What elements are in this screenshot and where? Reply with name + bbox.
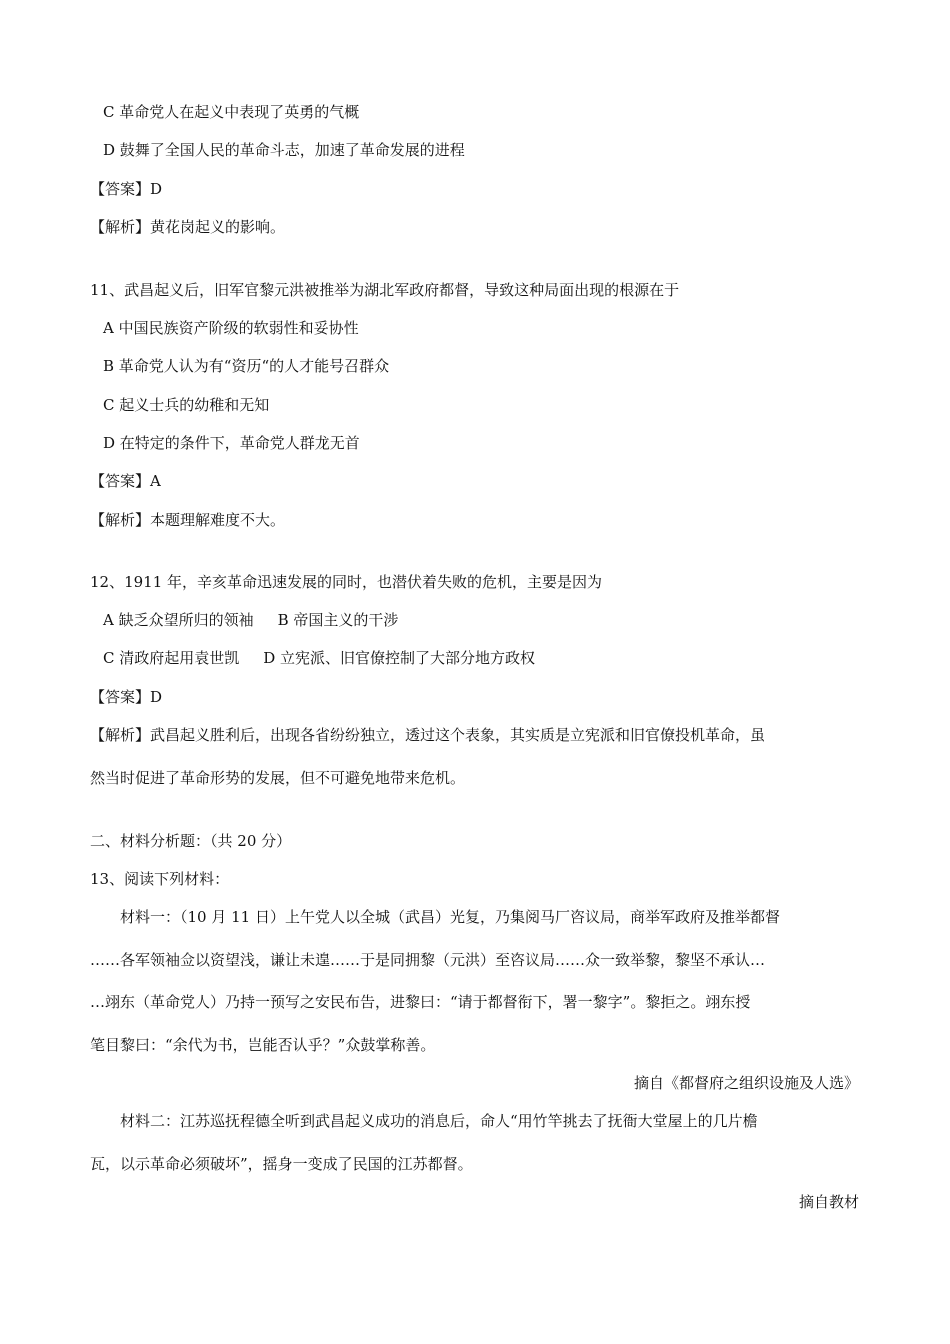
q11-option-d: D 在特定的条件下，革命党人群龙无首 [103, 434, 360, 452]
q12-options-ab [103, 610, 398, 630]
q10-answer: 【答案】D [90, 180, 163, 198]
q13-material1-line4: 笔目黎曰：“余代为书，岂能否认乎？”众鼓掌称善。 [90, 1036, 436, 1054]
q13-material2-source: 摘自教材 [798, 1193, 859, 1211]
q11-option-c: C 起义士兵的幼稚和无知 [103, 396, 270, 414]
q13-material2-line1: 材料二：江苏巡抚程德全听到武昌起义成功的消息后，命人“用竹竿挑去了抚衙大堂屋上的几片檐 [120, 1112, 758, 1130]
q13-question: 13、阅读下列材料： [90, 870, 230, 888]
q13-material2-line2: 瓦，以示革命必须破坏”，摇身一变成了民国的江苏都督。 [90, 1155, 473, 1173]
q10-analysis: 【解析】黄花岗起义的影响。 [90, 218, 286, 236]
q12-option-a: A 缺乏众望所归的领袖 [103, 611, 254, 629]
q12-analysis-line1: 【解析】武昌起义胜利后，出现各省纷纷独立，透过这个表象，其实质是立宪派和旧官僚投机革命，虽 [90, 726, 766, 744]
q12-question: 12、1911 年，辛亥革命迅速发展的同时，也潜伏着失败的危机，主要是因为 [90, 573, 603, 591]
q12-option-c: C 清政府起用袁世凯 [103, 649, 240, 667]
q12-option-d: D 立宪派、旧官僚控制了大部分地方政权 [263, 649, 536, 667]
q13-material1-line2: ……各军领袖佥以资望浅，谦让未遑……于是同拥黎（元洪）至咨议局……众一致举黎，黎坚不承认… [90, 951, 766, 969]
q11-option-a: A 中国民族资产阶级的软弱性和妥协性 [103, 319, 359, 337]
q13-material1-line3: …翊东（革命党人）乃持一预写之安民布告，进黎曰：“请于都督衔下，署一黎字”。黎拒之。翊东授 [90, 993, 751, 1011]
q12-analysis-line2: 然当时促进了革命形势的发展，但不可避免地带来危机。 [90, 769, 466, 787]
q10-option-c: C 革命党人在起义中表现了英勇的气概 [103, 103, 360, 121]
q11-analysis: 【解析】本题理解难度不大。 [90, 511, 286, 529]
q12-answer: 【答案】D [90, 688, 163, 706]
q12-option-b: B 帝国主义的干涉 [277, 611, 399, 629]
q13-material1-line1: 材料一：（10 月 11 日）上午党人以全城（武昌）光复，乃集阅马厂咨议局，商举军政府及推举都督 [120, 908, 780, 926]
q11-option-b: B 革命党人认为有“资历“的人才能号召群众 [103, 357, 390, 375]
section2-heading: 二、材料分析题：（共 20 分） [90, 832, 292, 850]
q12-options-cd [103, 648, 535, 668]
q11-answer: 【答案】A [90, 472, 161, 490]
q10-option-d: D 鼓舞了全国人民的革命斗志，加速了革命发展的进程 [103, 141, 465, 159]
q11-question: 11、武昌起义后，旧军官黎元洪被推举为湖北军政府都督，导致这种局面出现的根源在于 [90, 281, 680, 299]
q13-material1-source: 摘自《都督府之组织设施及人选》 [633, 1074, 859, 1092]
